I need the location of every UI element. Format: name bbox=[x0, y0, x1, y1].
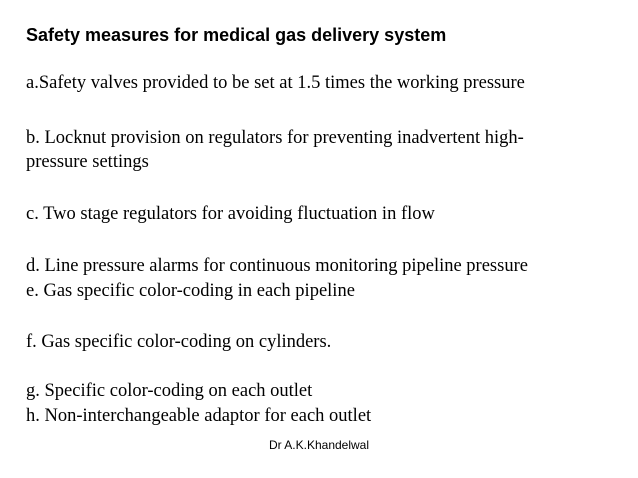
item-e: e. Gas specific color-coding in each pipeline bbox=[26, 281, 355, 301]
slide-title: Safety measures for medical gas delivery system bbox=[26, 25, 447, 45]
item-a: a.Safety valves provided to be set at 1.5 times the working pressure bbox=[26, 73, 525, 93]
item-b-line1: b. Locknut provision on regulators for preventing inadvertent high- bbox=[26, 128, 524, 148]
item-g: g. Specific color-coding on each outlet bbox=[26, 381, 313, 401]
item-h: h. Non-interchangeable adaptor for each outlet bbox=[26, 406, 372, 426]
item-c: c. Two stage regulators for avoiding fluctuation in flow bbox=[26, 204, 435, 224]
item-f: f. Gas specific color-coding on cylinders. bbox=[26, 332, 332, 352]
item-b-line2: pressure settings bbox=[26, 152, 149, 172]
item-d: d. Line pressure alarms for continuous monitoring pipeline pressure bbox=[26, 256, 528, 276]
footer-author: Dr A.K.Khandelwal bbox=[268, 438, 370, 452]
